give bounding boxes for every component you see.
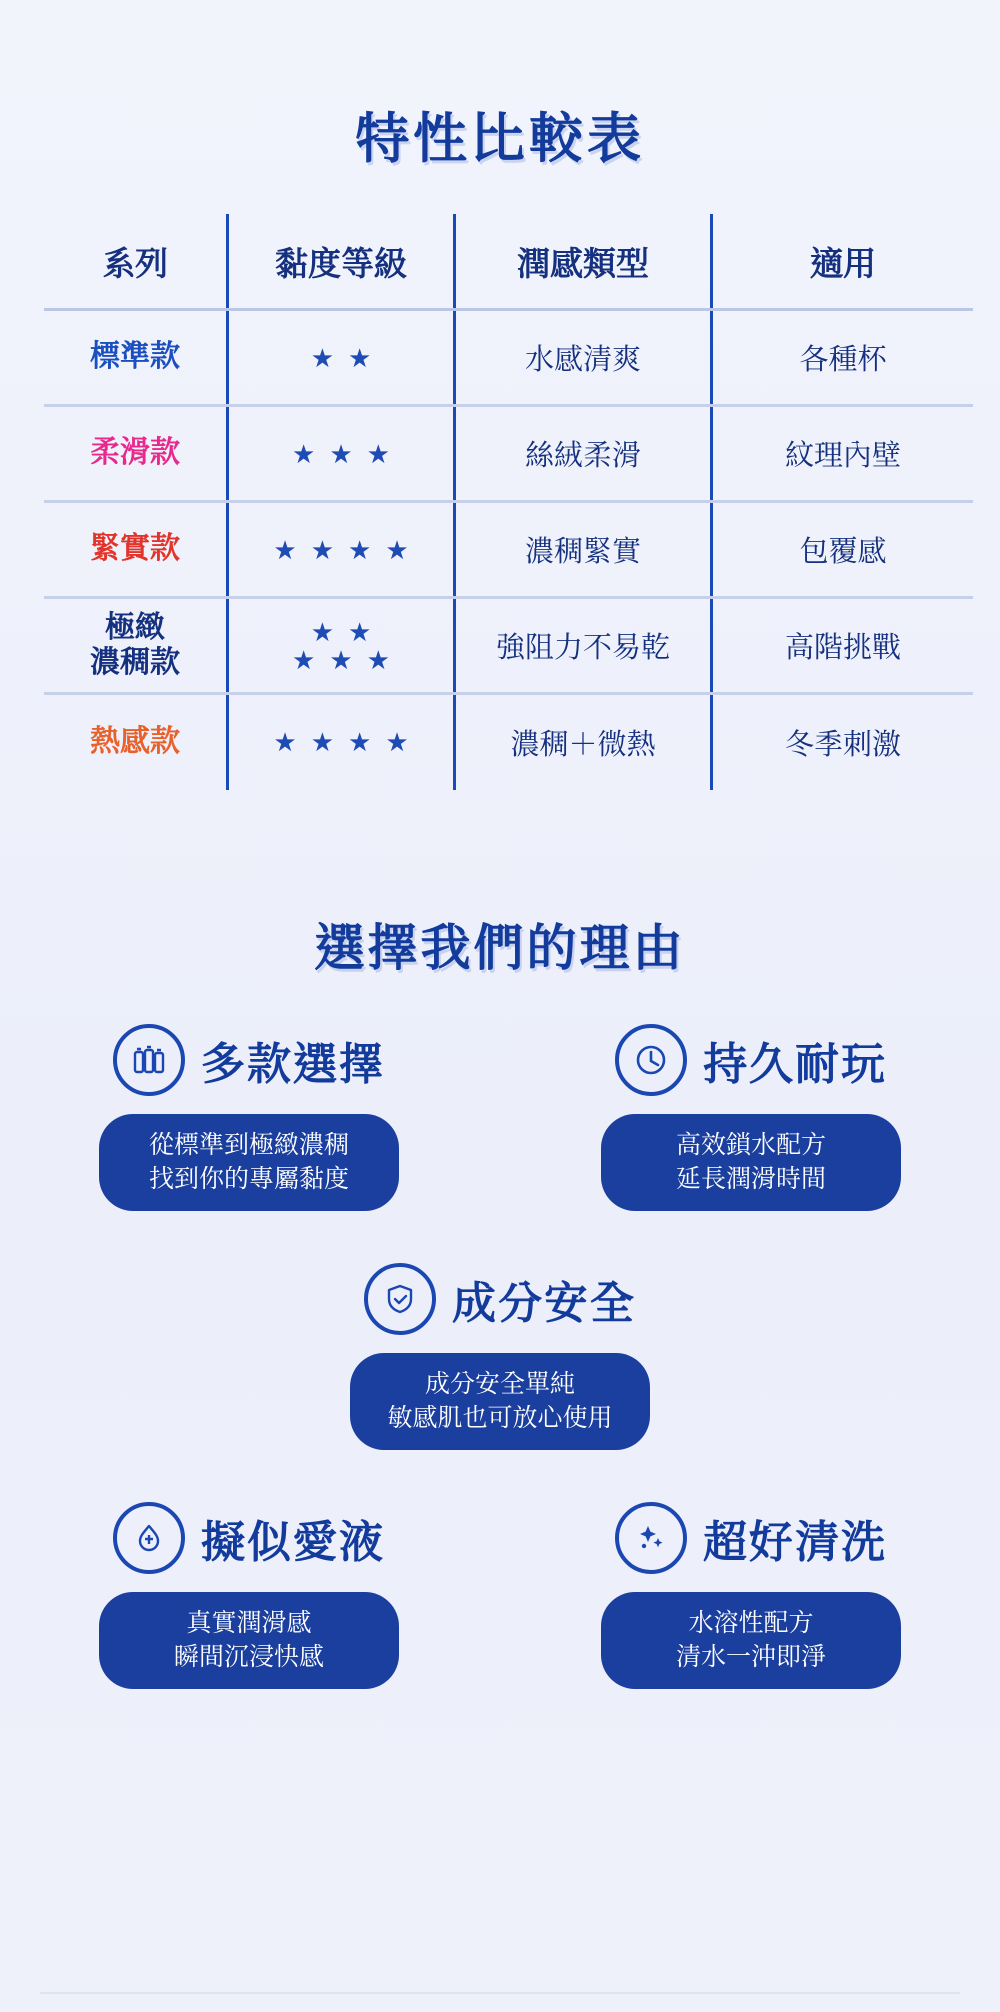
cell-feel	[455, 502, 712, 598]
reason-title: 超好清洗	[703, 1517, 887, 1567]
cell-viscosity	[228, 502, 455, 598]
reason-head	[364, 1263, 636, 1335]
cell-use	[712, 598, 974, 694]
series-label: 柔滑款	[90, 436, 180, 470]
feel-label: 濃稠緊實	[524, 536, 641, 568]
star-icon: ★	[348, 534, 372, 565]
reason-description-line2: 清水一沖即淨	[675, 1643, 826, 1671]
cell-feel	[455, 694, 712, 790]
star-rating	[230, 534, 452, 565]
star-icon: ★	[348, 342, 372, 373]
reason-item-natural-feel	[34, 1502, 464, 1689]
star-row-top	[310, 616, 372, 647]
reason-head	[113, 1502, 385, 1574]
star-icon: ★	[348, 727, 372, 758]
table-row	[44, 502, 973, 598]
reason-description-line1: 水溶性配方	[688, 1608, 814, 1637]
reasons-row-3	[34, 1502, 966, 1689]
reason-item-multiple-choices	[34, 1024, 464, 1211]
droplet-icon	[113, 1502, 185, 1574]
cell-series	[44, 502, 228, 598]
cell-use	[712, 502, 974, 598]
reason-description	[99, 1114, 399, 1211]
star-rating	[230, 342, 452, 373]
reason-description-line1: 成分安全單純	[424, 1369, 575, 1398]
star-icon: ★	[366, 644, 390, 675]
series-label-line1: 極緻	[105, 611, 165, 644]
reasons-row-2	[34, 1263, 966, 1450]
cell-use	[712, 406, 974, 502]
bottles-icon	[113, 1024, 185, 1096]
bottom-divider	[40, 1992, 960, 1994]
table-row	[44, 310, 973, 406]
page-title: 特性比較表	[355, 109, 645, 169]
star-rating	[230, 616, 452, 675]
series-label: 標準款	[90, 340, 180, 374]
cell-viscosity	[228, 598, 455, 694]
feel-label: 絲絨柔滑	[524, 440, 641, 472]
reason-description-line1: 高效鎖水配方	[675, 1130, 826, 1159]
cell-viscosity	[228, 310, 455, 406]
column-header-feel: 潤感類型	[455, 214, 712, 310]
series-label-line2: 濃稠款	[90, 645, 180, 679]
reason-description-line2: 瞬間沉浸快感	[173, 1643, 324, 1671]
feel-label: 強阻力不易乾	[495, 632, 670, 664]
series-label: 緊實款	[90, 532, 180, 566]
cell-feel	[455, 310, 712, 406]
table-row	[44, 598, 973, 694]
cell-viscosity	[228, 406, 455, 502]
column-header-use: 適用	[712, 214, 974, 310]
reason-description-line1: 真實潤滑感	[186, 1608, 312, 1637]
star-icon: ★	[292, 644, 316, 675]
star-row-bottom	[292, 644, 390, 675]
star-icon: ★	[273, 534, 297, 565]
reason-title: 持久耐玩	[703, 1039, 887, 1089]
column-header-series: 系列	[44, 214, 228, 310]
comparison-table-wrapper	[44, 214, 956, 790]
use-label: 紋理內壁	[784, 440, 901, 472]
cell-use	[712, 694, 974, 790]
reasons-list	[0, 1024, 1000, 1689]
cell-series	[44, 694, 228, 790]
star-rating	[230, 438, 452, 469]
table-header-row	[44, 214, 973, 310]
reason-description	[99, 1592, 399, 1689]
reason-head	[113, 1024, 385, 1096]
table-body	[44, 310, 973, 790]
star-icon: ★	[385, 534, 409, 565]
star-icon: ★	[273, 727, 297, 758]
reason-head	[615, 1502, 887, 1574]
reason-item-easy-clean	[536, 1502, 966, 1689]
star-icon: ★	[292, 438, 316, 469]
reason-description-line2: 找到你的專屬黏度	[148, 1165, 349, 1193]
reason-item-safe-ingredients	[285, 1263, 715, 1450]
cell-feel	[455, 406, 712, 502]
table-header	[44, 214, 973, 310]
star-icon: ★	[329, 644, 353, 675]
use-label: 包覆感	[799, 536, 887, 568]
cell-viscosity	[228, 694, 455, 790]
feel-label: 水感清爽	[524, 344, 641, 376]
shield-check-icon	[364, 1263, 436, 1335]
reason-title: 多款選擇	[201, 1039, 385, 1089]
reason-title: 擬似愛液	[201, 1517, 385, 1567]
use-label: 各種杯	[799, 344, 887, 376]
reason-description	[601, 1592, 901, 1689]
star-icon: ★	[366, 438, 390, 469]
comparison-table	[44, 214, 973, 790]
series-label	[45, 611, 225, 680]
star-rating	[230, 727, 452, 758]
star-icon: ★	[329, 438, 353, 469]
use-label: 冬季刺激	[784, 728, 901, 761]
clock-icon	[615, 1024, 687, 1096]
reason-head	[615, 1024, 887, 1096]
table-row	[44, 694, 973, 790]
table-row	[44, 406, 973, 502]
cell-series	[44, 406, 228, 502]
series-label: 熱感款	[90, 725, 180, 758]
star-icon: ★	[310, 616, 334, 647]
cell-feel	[455, 598, 712, 694]
reasons-title: 選擇我們的理由	[314, 919, 686, 976]
star-icon: ★	[348, 616, 372, 647]
reason-item-long-lasting	[536, 1024, 966, 1211]
reason-description-line2: 敏感肌也可放心使用	[387, 1404, 613, 1432]
star-icon: ★	[310, 534, 334, 565]
reason-description-line2: 延長潤滑時間	[675, 1165, 826, 1193]
sparkle-icon	[615, 1502, 687, 1574]
reason-description-line1: 從標準到極緻濃稠	[148, 1130, 349, 1159]
reason-description	[350, 1353, 650, 1450]
use-label: 高階挑戰	[784, 632, 901, 664]
cell-use	[712, 310, 974, 406]
reason-title: 成分安全	[452, 1278, 636, 1328]
reasons-row-1	[34, 1024, 966, 1211]
column-header-viscosity: 黏度等級	[228, 214, 455, 310]
cell-series	[44, 310, 228, 406]
cell-series	[44, 598, 228, 694]
star-icon: ★	[310, 727, 334, 758]
reason-description	[601, 1114, 901, 1211]
star-icon: ★	[385, 727, 409, 758]
star-icon: ★	[310, 342, 334, 373]
feel-label: 濃稠＋微熱	[510, 728, 656, 761]
